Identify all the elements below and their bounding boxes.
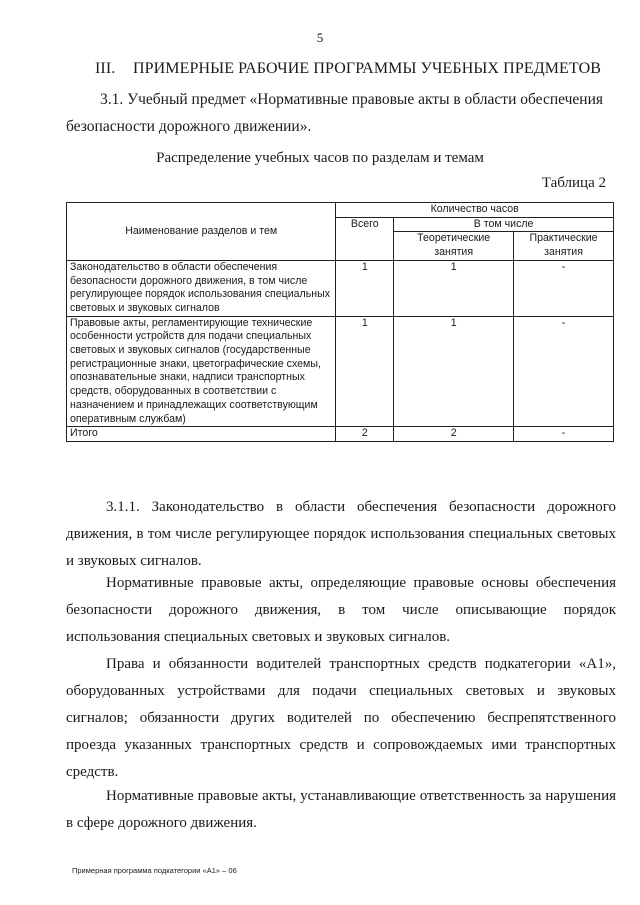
table-total-row	[67, 427, 614, 442]
row-total: 1	[336, 316, 394, 427]
paragraph-text: 3.1.1. Законодательство в области обеспечения безопасности дорожного движения, в том числе регулирующее порядок использования специальных световых и звуковых сигналов.	[66, 499, 616, 569]
header-name: Наименование разделов и тем	[67, 203, 336, 261]
header-hours: Количество часов	[336, 203, 614, 218]
header-practice: Практические занятия	[514, 232, 614, 260]
page-number: 5	[316, 30, 324, 45]
section-heading	[95, 60, 615, 78]
paragraph-responsibility	[66, 783, 616, 837]
table-row	[67, 260, 614, 316]
subject-title	[66, 86, 616, 140]
total-row-practice: -	[514, 427, 614, 442]
table-header-row-1	[67, 203, 614, 218]
table-row	[67, 316, 614, 427]
paragraph-text: Нормативные правовые акты, устанавливающие ответственность за нарушения в сфере дорожного движения.	[66, 788, 616, 831]
total-row-total: 2	[336, 427, 394, 442]
total-row-theory: 2	[394, 427, 514, 442]
paragraph-section-3-1-1	[66, 494, 616, 575]
section-title: ПРИМЕРНЫЕ РАБОЧИЕ ПРОГРАММЫ УЧЕБНЫХ ПРЕДМЕТОВ	[133, 60, 601, 77]
header-theory: Теоретические занятия	[394, 232, 514, 260]
subject-title-text: 3.1. Учебный предмет «Нормативные правовые акты в области обеспечения безопасности дорожного движении».	[66, 91, 604, 135]
total-row-name: Итого	[67, 427, 336, 442]
row-practice: -	[514, 316, 614, 427]
paragraph-driver-rights	[66, 651, 616, 786]
row-total: 1	[336, 260, 394, 316]
header-including: В том числе	[394, 217, 614, 232]
paragraph-text: Права и обязанности водителей транспортных средств подкатегории «А1», оборудованных устройствами для подачи специальных световых и звуковых сигналов; обязанности других водителей по обеспечению беспрепятственного проезда указанных транспортных средств и сопровождаемых ими транспортных средств.	[66, 656, 616, 780]
row-practice: -	[514, 260, 614, 316]
header-total: Всего	[336, 217, 394, 260]
paragraph-legal-basis	[66, 570, 616, 651]
table-label: Таблица 2	[541, 175, 606, 191]
row-name: Правовые акты, регламентирующие технические особенности устройств для подачи специальных световых и звуковых сигналов (государственные регистрационные знаки, цветографические схемы, опознавательные знаки, надписи транспортных средств, оборудованных в соответствии с назначением и принадлежащих соответствующим оперативным службам)	[67, 316, 336, 427]
paragraph-text: Нормативные правовые акты, определяющие правовые основы обеспечения безопасности дорожного движения, в том числе описывающие порядок использования специальных световых и звуковых сигналов.	[66, 575, 616, 645]
hours-distribution-table	[66, 202, 614, 442]
row-theory: 1	[394, 316, 514, 427]
footer-note: Примерная программа подкатегории «А1» – 06	[72, 866, 237, 875]
row-name: Законодательство в области обеспечения безопасности дорожного движения, в том числе регулирующее порядок использования специальных световых и звуковых сигналов	[67, 260, 336, 316]
row-theory: 1	[394, 260, 514, 316]
table-title: Распределение учебных часов по разделам и темам	[156, 150, 484, 166]
section-number: III.	[95, 60, 116, 77]
